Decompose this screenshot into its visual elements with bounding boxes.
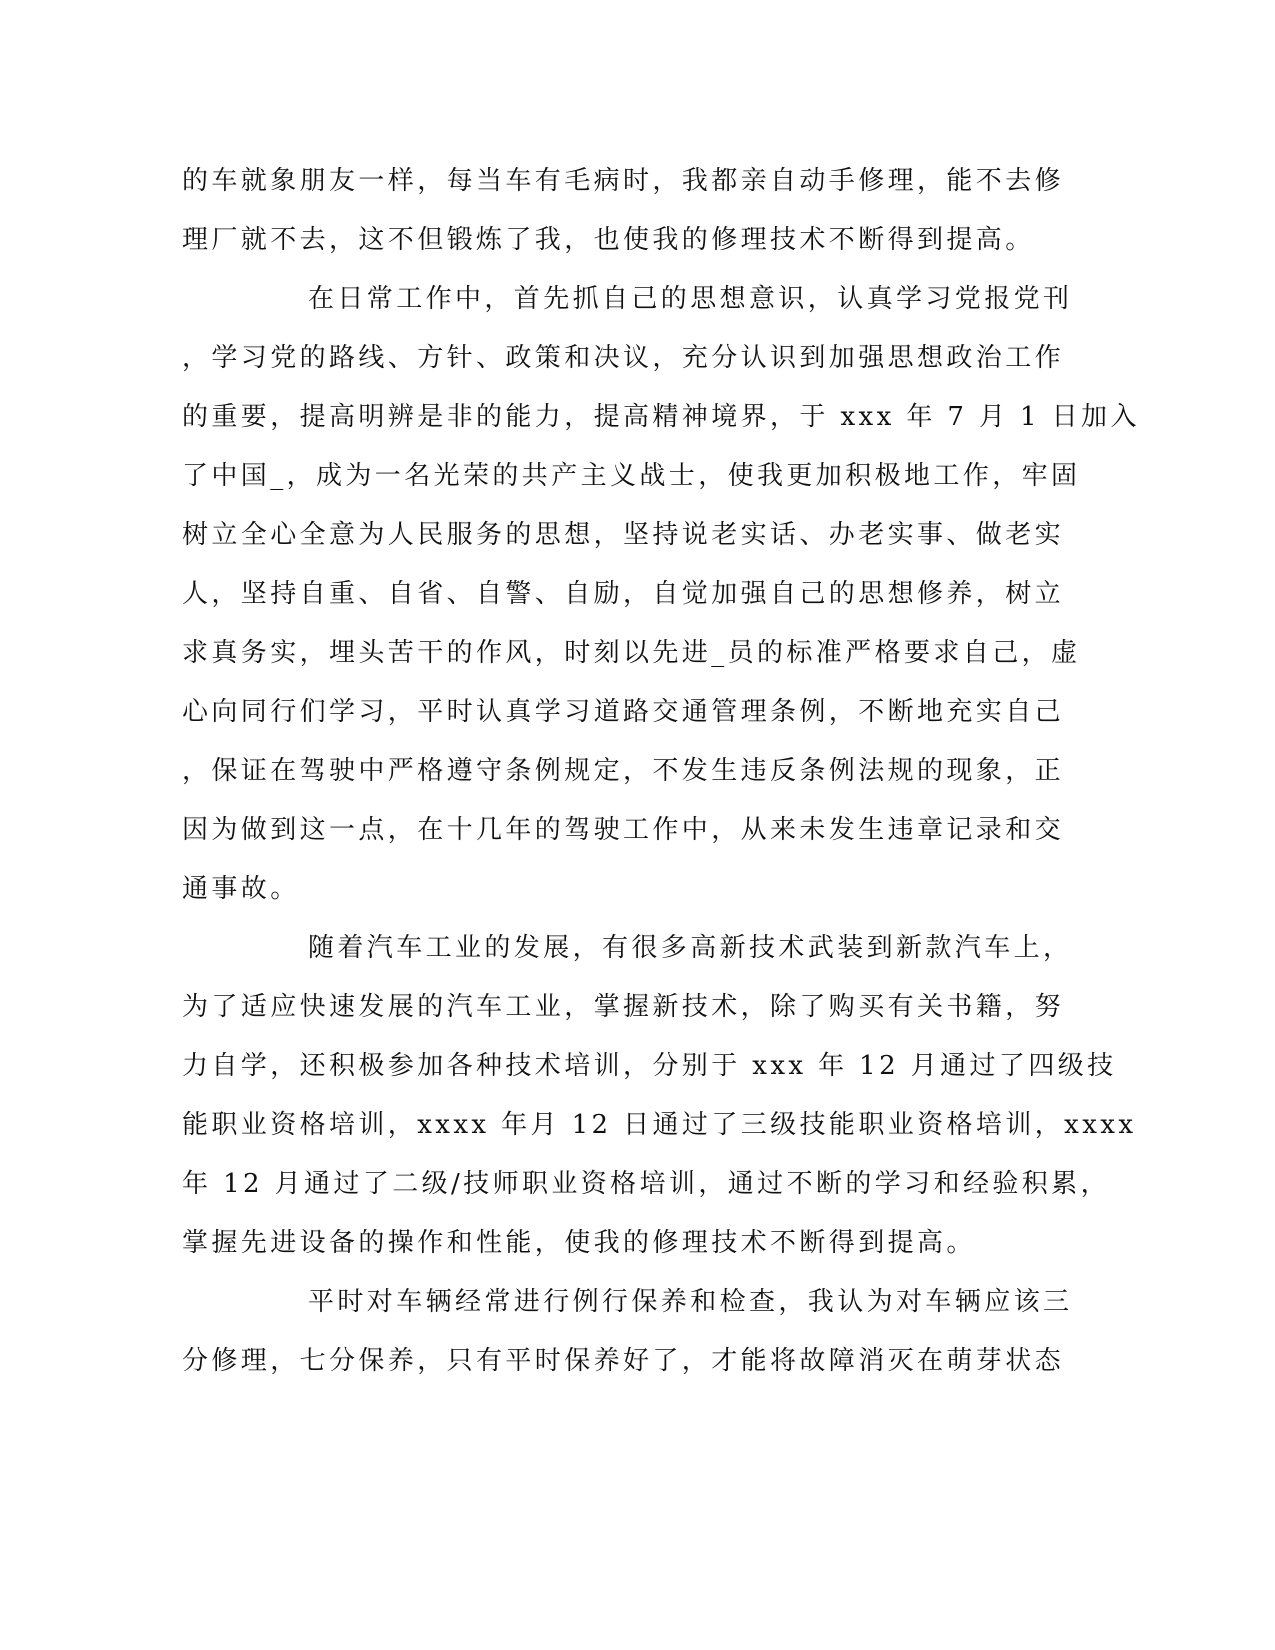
text-line: 树立全心全意为人民服务的思想，坚持说老实话、办老实事、做老实 bbox=[182, 520, 1065, 550]
text-line: 求真务实，埋头苦干的作风，时刻以先进_员的标准严格要求自己，虚 bbox=[182, 638, 1081, 668]
text-line: 的车就象朋友一样，每当车有毛病时，我都亲自动手修理，能不去修 bbox=[182, 166, 1065, 196]
text-line: 了中国_，成为一名光荣的共产主义战士，使我更加积极地工作，牢固 bbox=[182, 461, 1081, 491]
text-line: 通事故。 bbox=[182, 874, 300, 904]
text-line: 能职业资格培训，xxxx 年月 12 日通过了三级技能职业资格培训，xxxx bbox=[182, 1110, 1137, 1140]
text-line: 分修理，七分保养，只有平时保养好了，才能将故障消灭在萌芽状态 bbox=[182, 1346, 1065, 1376]
text-line: 人，坚持自重、自省、自警、自励，自觉加强自己的思想修养，树立 bbox=[182, 579, 1065, 609]
paragraph-start-line: 在日常工作中，首先抓自己的思想意识，认真学习党报党刊 bbox=[308, 284, 1073, 314]
text-line: 因为做到这一点，在十几年的驾驶工作中，从来未发生违章记录和交 bbox=[182, 815, 1065, 845]
text-line: 理厂就不去，这不但锻炼了我，也使我的修理技术不断得到提高。 bbox=[182, 225, 1035, 255]
text-line: 力自学，还积极参加各种技术培训，分别于 xxx 年 12 月通过了四级技 bbox=[182, 1051, 1117, 1081]
text-line: ，学习党的路线、方针、政策和决议，充分认识到加强思想政治工作 bbox=[182, 343, 1065, 373]
text-line: ，保证在驾驶中严格遵守条例规定，不发生违反条例法规的现象，正 bbox=[182, 756, 1065, 786]
text-line: 的重要，提高明辨是非的能力，提高精神境界，于 xxx 年 7 月 1 日加入 bbox=[182, 402, 1140, 432]
text-line: 为了适应快速发展的汽车工业，掌握新技术，除了购买有关书籍，努 bbox=[182, 992, 1065, 1022]
text-line: 心向同行们学习，平时认真学习道路交通管理条例，不断地充实自己 bbox=[182, 697, 1065, 727]
paragraph-start-line: 平时对车辆经常进行例行保养和检查，我认为对车辆应该三 bbox=[308, 1287, 1073, 1317]
text-line: 年 12 月通过了二级/技师职业资格培训，通过不断的学习和经验积累， bbox=[182, 1169, 1110, 1199]
paragraph-start-line: 随着汽车工业的发展，有很多高新技术武装到新款汽车上， bbox=[308, 933, 1073, 963]
text-line: 掌握先进设备的操作和性能，使我的修理技术不断得到提高。 bbox=[182, 1228, 976, 1258]
